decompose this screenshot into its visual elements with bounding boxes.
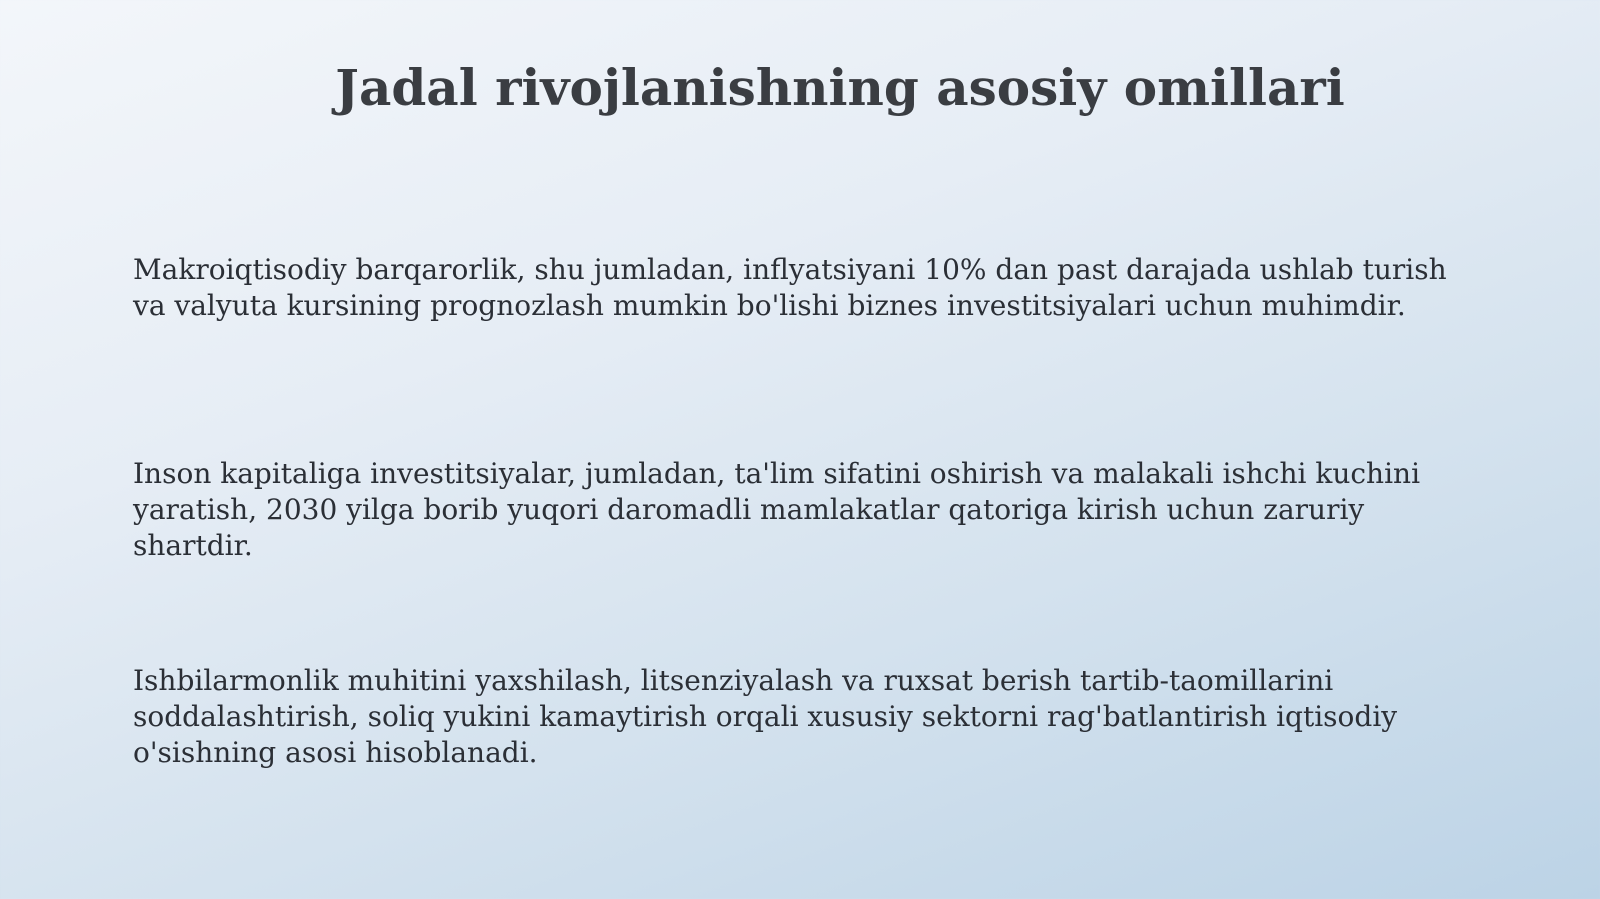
- paragraph-business-environment: Ishbilarmonlik muhitini yaxshilash, litsenziyalash va ruxsat berish tartib-taomillarini soddalashtirish, soliq yukini kamaytirish orqali xususiy sektorni rag'batlantirish iqtisodiy o'sishning asosi hisoblanadi.: [133, 664, 1398, 769]
- paragraph-human-capital: Inson kapitaliga investitsiyalar, jumladan, ta'lim sifatini oshirish va malakali ishchi kuchini yaratish, 2030 yilga borib yuqori daromadli mamlakatlar qatoriga kirish uchun zaruriy shartdir.: [133, 457, 1421, 562]
- paragraph-macroeconomic-stability: Makroiqtisodiy barqarorlik, shu jumladan, inflyatsiyani 10% dan past darajada ushlab turish va valyuta kursining prognozlash mumkin bo'lishi biznes investitsiyalari uchun muhimdir.: [133, 253, 1447, 322]
- slide-title: Jadal rivojlanishning asosiy omillari: [335, 58, 1345, 117]
